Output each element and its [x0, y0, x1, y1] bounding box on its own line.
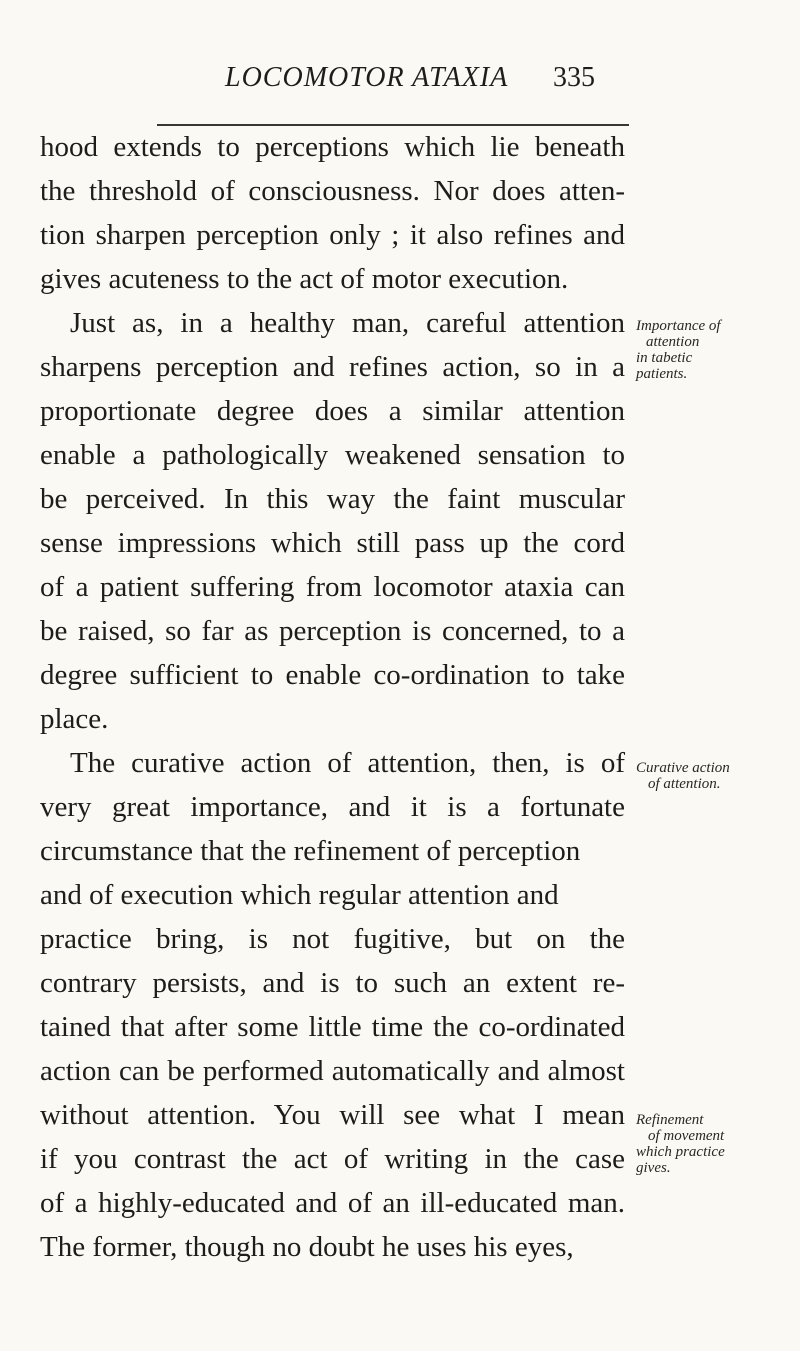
margin-note-line: which practice — [636, 1144, 725, 1160]
margin-note-line: of movement — [648, 1128, 725, 1144]
text-line: the threshold of consciousness. Nor does atten- — [40, 175, 625, 207]
text-line: enable a pathologically weakened sensation to — [40, 439, 625, 471]
margin-note-line: Curative action — [636, 760, 730, 776]
text-line: tion sharpen perception only ; it also refines and — [40, 219, 625, 251]
text-line: very great importance, and it is a fortunate — [40, 791, 625, 823]
text-line: place. — [40, 703, 109, 735]
text-line: of a highly-educated and of an ill-educated man. — [40, 1187, 625, 1219]
margin-note-line: Refinement — [636, 1112, 704, 1128]
text-line: sharpens perception and refines action, so in a — [40, 351, 625, 383]
margin-note-line: patients. — [636, 366, 688, 382]
text-line: be perceived. In this way the faint muscular — [40, 483, 625, 515]
text-line: degree sufficient to enable co-ordination to take — [40, 659, 625, 691]
text-line: practice bring, is not fugitive, but on the — [40, 923, 625, 955]
text-line: Just as, in a healthy man, careful attention — [70, 307, 625, 339]
margin-note-refinement — [636, 1112, 725, 1176]
text-line: if you contrast the act of writing in the case — [40, 1143, 625, 1175]
text-line: be raised, so far as perception is concerned, to a — [40, 615, 625, 647]
margin-note-line: gives. — [636, 1160, 671, 1176]
text-line: of a patient suffering from locomotor ataxia can — [40, 571, 625, 603]
text-line: without attention. You will see what I mean — [40, 1099, 625, 1131]
text-line: action can be performed automatically and almost — [40, 1055, 625, 1087]
text-line: hood extends to perceptions which lie beneath — [40, 131, 625, 163]
margin-note-curative — [636, 760, 730, 792]
page-number: 335 — [553, 62, 595, 93]
text-line: gives acuteness to the act of motor execution. — [40, 263, 569, 295]
text-line: circumstance that the refinement of perception — [40, 835, 581, 867]
text-line: contrary persists, and is to such an extent re- — [40, 967, 625, 999]
text-line: proportionate degree does a similar attention — [40, 395, 625, 427]
text-line: sense impressions which still pass up the cord — [40, 527, 625, 559]
text-line: The curative action of attention, then, is of — [70, 747, 625, 779]
margin-note-line: Importance of — [636, 318, 721, 334]
margin-note-importance — [636, 318, 721, 382]
text-line: tained that after some little time the co-ordinated — [40, 1011, 625, 1043]
margin-note-line: attention — [646, 334, 700, 350]
text-line: and of execution which regular attention and — [40, 879, 559, 911]
running-title: LOCOMOTOR ATAXIA — [225, 62, 509, 93]
margin-note-line: of attention. — [648, 776, 721, 792]
text-line: The former, though no doubt he uses his eyes, — [40, 1231, 574, 1263]
margin-note-line: in tabetic — [636, 350, 693, 366]
